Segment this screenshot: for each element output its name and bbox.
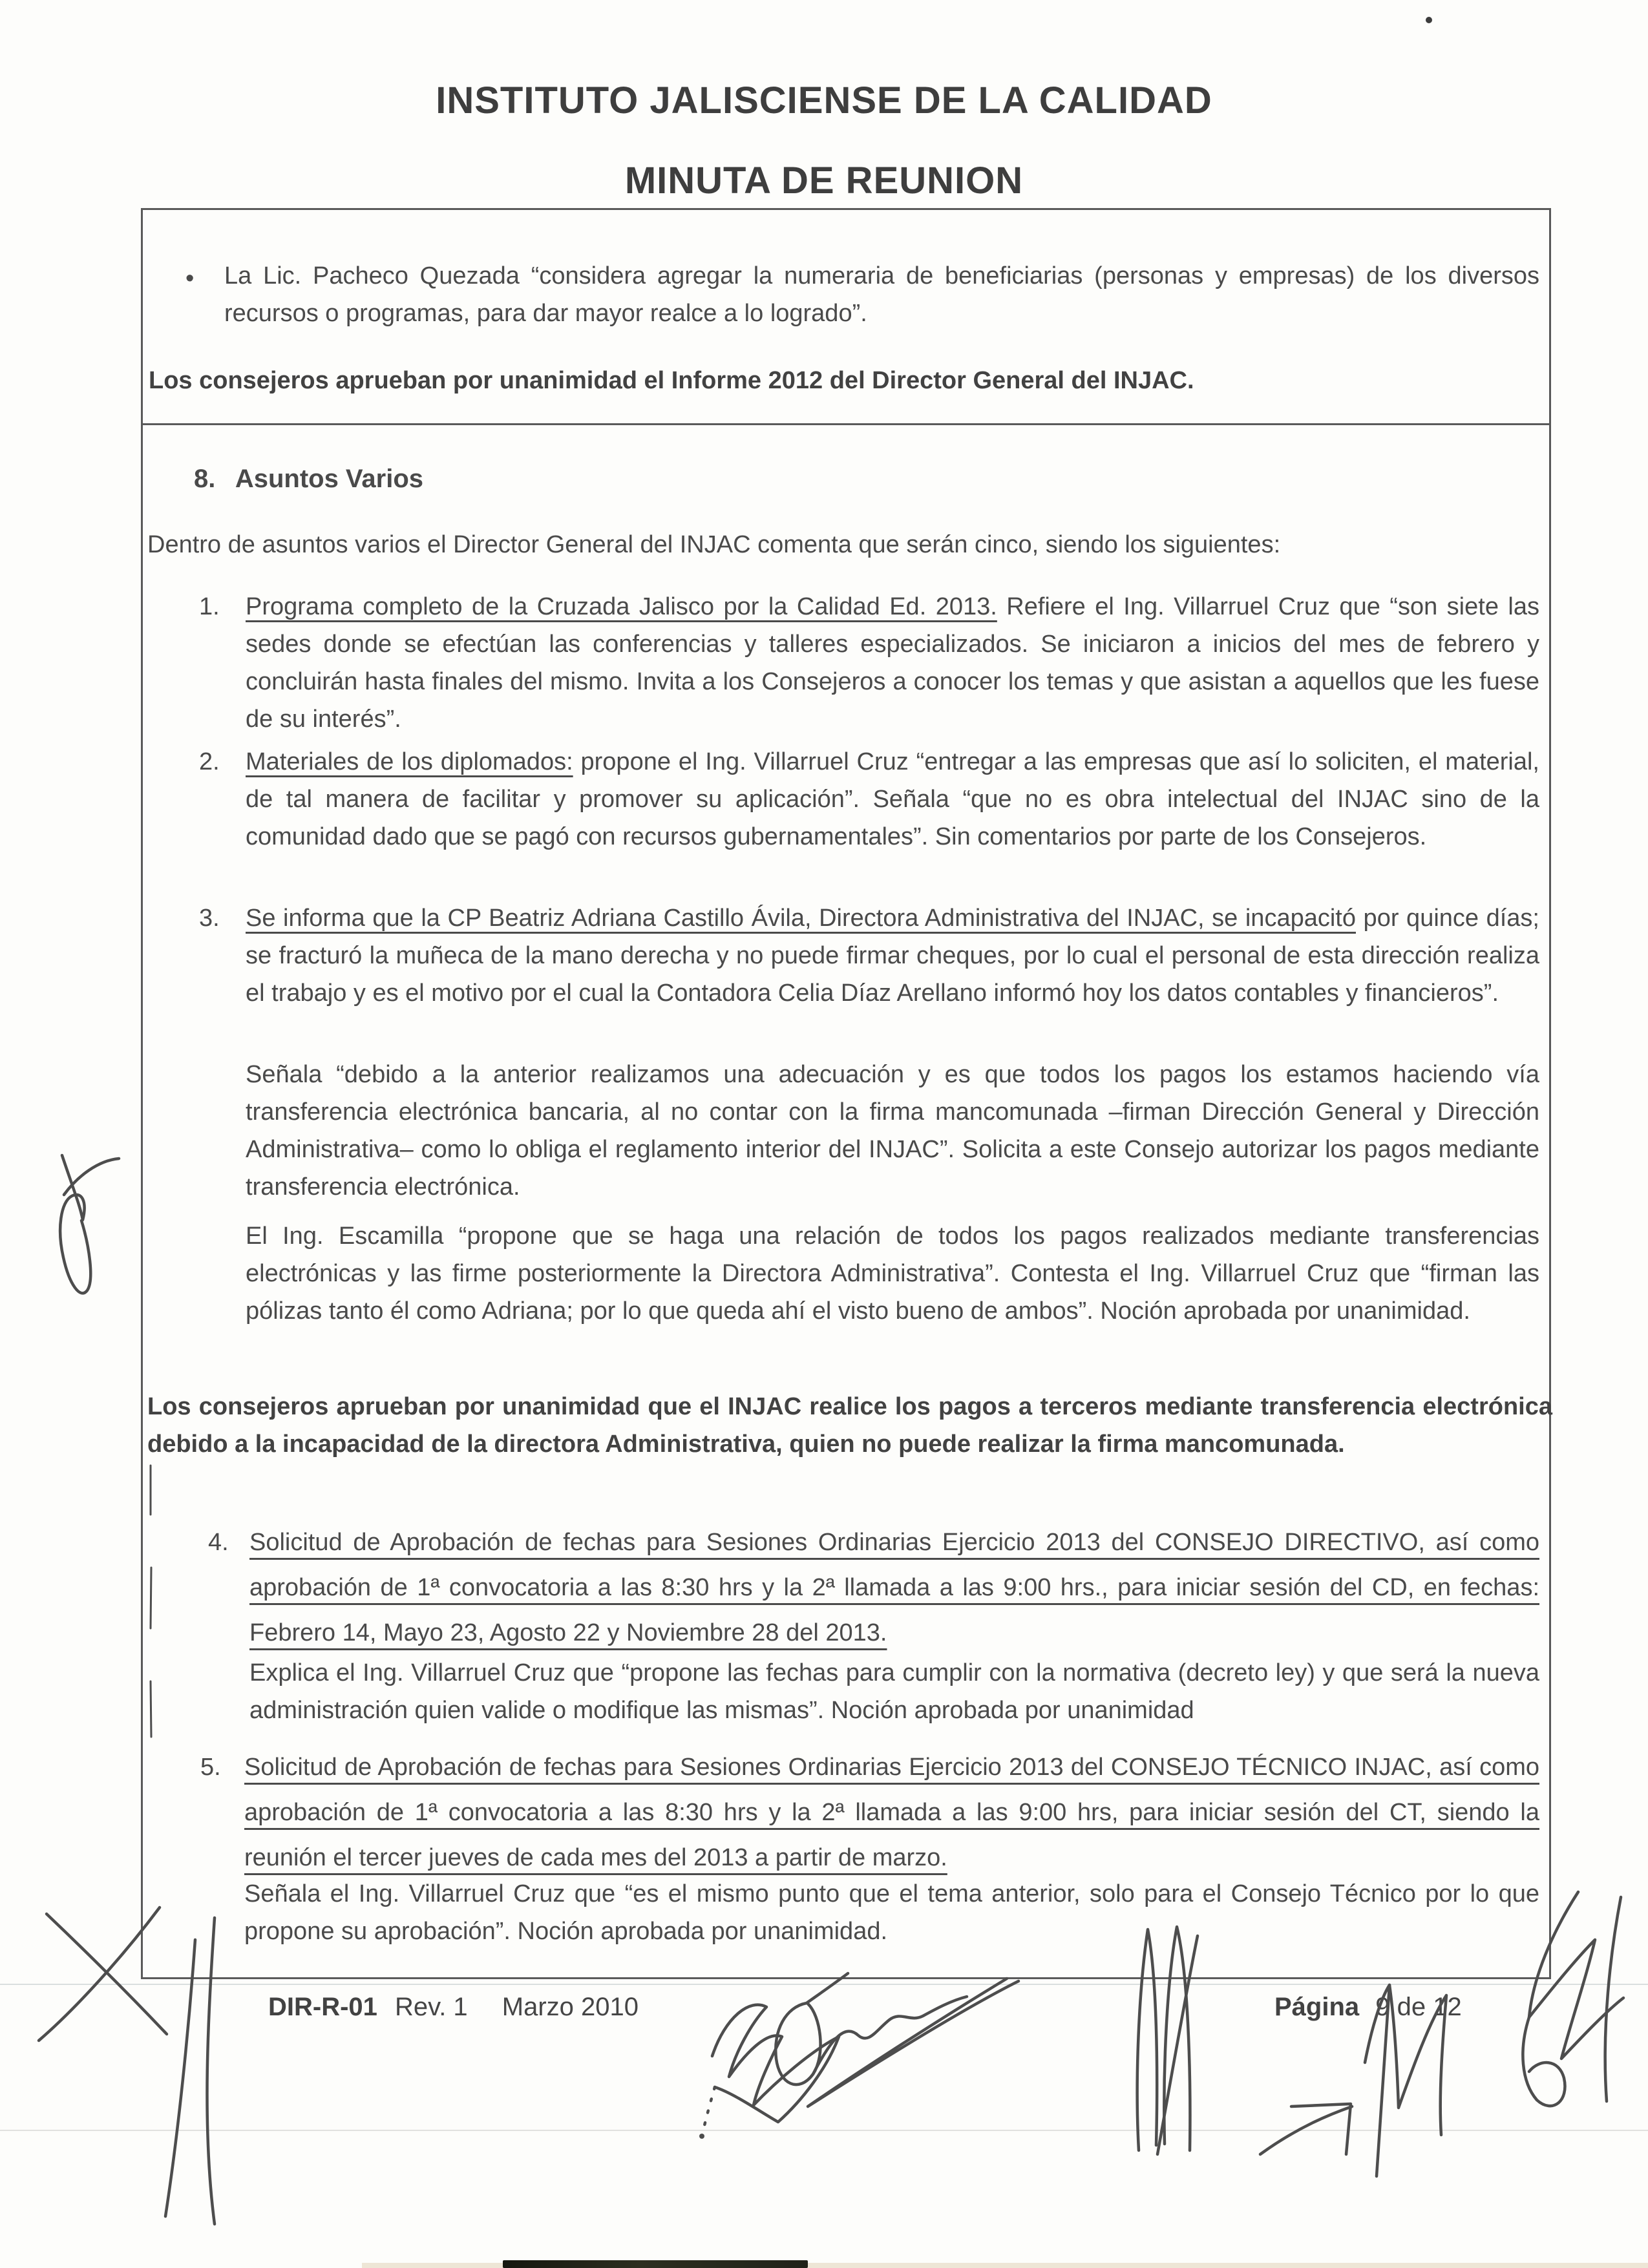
item-number: 3. bbox=[199, 905, 220, 932]
fold-line-artifact bbox=[0, 2130, 1648, 2131]
signature-box-mark bbox=[1260, 2104, 1352, 2154]
item-4-heading: Solicitud de Aprobación de fechas para Sesiones Ordinarias Ejercicio 2013 del CONSEJO DIRECTIVO, así como aprobación de 1ª convocatoria a las 8:30 hrs y la 2ª llamada a las 9:00 hrs., para iniciar sesión del CD, en fechas: Febrero 14, Mayo 23, Agosto 22 y Noviembre 28 del 2013. bbox=[249, 1529, 1539, 1646]
scan-dot-artifact bbox=[1426, 17, 1432, 23]
item-3-body: por quince días; se fracturó la muñeca de la mano derecha y no puede firmar cheques, por lo cual el personal de esta dirección realiza el trabajo y es el motivo por el cual la Contadora Celia Díaz Arellano informó hoy los datos contables y financieros”. bbox=[246, 905, 1539, 1007]
scan-edge-dark-strip bbox=[503, 2260, 808, 2268]
section-number: 8. bbox=[194, 465, 216, 493]
item-1-heading: Programa completo de la Cruzada Jalisco por la Calidad Ed. 2013. bbox=[246, 593, 997, 620]
item-2-body: propone el Ing. Villarruel Cruz “entregar a las empresas que así lo soliciten, el material, de tal manera de facilitar y promover su aplicación”. Señala “que no es obra intelectual del INJAC sino de la comunidad dado que se pagó con recursos gubernamentales”. Sin comentarios por parte de los Consejeros. bbox=[246, 748, 1539, 850]
scan-line-artifact bbox=[0, 1984, 1648, 1985]
item-5-heading: Solicitud de Aprobación de fechas para Sesiones Ordinarias Ejercicio 2013 del CONSEJO TÉCNICO INJAC, así como aprobación de 1ª convocatoria a las 8:30 hrs y la 2ª llamada a las 9:00 hrs, para iniciar sesión del CT, siendo la reunión el tercer jueves de cada mes del 2013 a partir de marzo. bbox=[244, 1754, 1539, 1871]
page-label: Página bbox=[1274, 1993, 1360, 2021]
list-item-1 bbox=[246, 588, 1539, 738]
paragraph-senala: Señala “debido a la anterior realizamos una adecuación y es que todos los pagos los estamos haciendo vía transferencia electrónica bancaria, al no contar con la firma mancomunada –firman Dirección General y Dirección Administrativa– como lo obliga el reglamento interior del INJAC”. Solicita a este Consejo autorizar los pagos mediante transferencia electrónica. bbox=[246, 1061, 1539, 1201]
list-item-3 bbox=[246, 899, 1539, 1012]
paragraph-senala-2: Señala el Ing. Villarruel Cruz que “es el mismo punto que el tema anterior, solo para el Consejo Técnico por lo que propone su aprobación”. Noción aprobada por unanimidad. bbox=[244, 1880, 1539, 1945]
approval-statement-1: Los consejeros aprueban por unanimidad el Informe 2012 del Director General del INJAC. bbox=[149, 367, 1194, 394]
bullet-text: La Lic. Pacheco Quezada “considera agregar la numeraria de beneficiarias (personas y empresas) de los diversos recursos o programas, para dar mayor realce a lo logrado”. bbox=[224, 262, 1539, 327]
section-heading bbox=[194, 460, 423, 498]
item-2-heading: Materiales de los diplomados: bbox=[246, 748, 573, 775]
bullet-marker: • bbox=[185, 265, 195, 292]
item-number: 1. bbox=[199, 593, 220, 620]
footer-date: Marzo 2010 bbox=[502, 1993, 639, 2021]
item-3-heading: Se informa que la CP Beatriz Adriana Castillo Ávila, Directora Administrativa del INJAC, se incapacitó bbox=[246, 905, 1356, 932]
list-item-4 bbox=[249, 1520, 1539, 1655]
list-item-5 bbox=[244, 1745, 1539, 1880]
list-item-2 bbox=[246, 743, 1539, 856]
item-number: 2. bbox=[199, 748, 220, 775]
item-number: 5. bbox=[200, 1754, 221, 1781]
signature-center-scribble bbox=[699, 2005, 839, 2139]
item-1-body: Refiere el Ing. Villarruel Cruz que “son siete las sedes donde se efectúan las conferencias y talleres especializados. Se iniciaron a inicios del mes de febrero y concluirán hasta finales del mismo. Invita a los Consejeros a conocer los temas y que asistan a aquellos que les fuese de su interés”. bbox=[246, 593, 1539, 733]
signature-left-loop bbox=[60, 1155, 119, 1293]
paragraph-explica: Explica el Ing. Villarruel Cruz que “propone las fechas para cumplir con la normativa (decreto ley) y que será la nueva administración quien valide o modifique las mismas”. Noción aprobada por unanimidad bbox=[249, 1659, 1539, 1724]
item-number: 4. bbox=[208, 1529, 229, 1556]
section-intro: Dentro de asuntos varios el Director General del INJAC comenta que serán cinco, siendo los siguientes: bbox=[147, 531, 1281, 558]
approval-statement-2: Los consejeros aprueban por unanimidad que el INJAC realice los pagos a terceros mediante transferencia electrónica debido a la incapacidad de la directora Administrativa, quien no puede realizar la firma mancomunada. bbox=[147, 1393, 1552, 1458]
document-title: INSTITUTO JALISCIENSE DE LA CALIDAD bbox=[436, 79, 1212, 121]
box-divider-line bbox=[141, 423, 1551, 425]
signature-flourish bbox=[776, 1973, 1019, 2106]
document-subtitle: MINUTA DE REUNION bbox=[624, 160, 1024, 202]
footer-code: DIR-R-01 bbox=[268, 1993, 377, 2021]
page-number: 9 de 12 bbox=[1375, 1993, 1462, 2021]
footer-rev: Rev. 1 bbox=[395, 1993, 468, 2021]
footer-left bbox=[268, 1991, 639, 2022]
section-title: Asuntos Varios bbox=[235, 465, 424, 493]
paragraph-escamilla: El Ing. Escamilla “propone que se haga una relación de todos los pagos realizados mediante transferencias electrónicas y las firme posteriormente la Directora Administrativa”. Contesta el Ing. Villarruel Cruz que “firman las pólizas tanto él como Adriana; por lo que queda ahí el visto bueno de ambos”. Noción aprobada por unanimidad. bbox=[246, 1223, 1539, 1325]
footer-right bbox=[1274, 1991, 1462, 2022]
